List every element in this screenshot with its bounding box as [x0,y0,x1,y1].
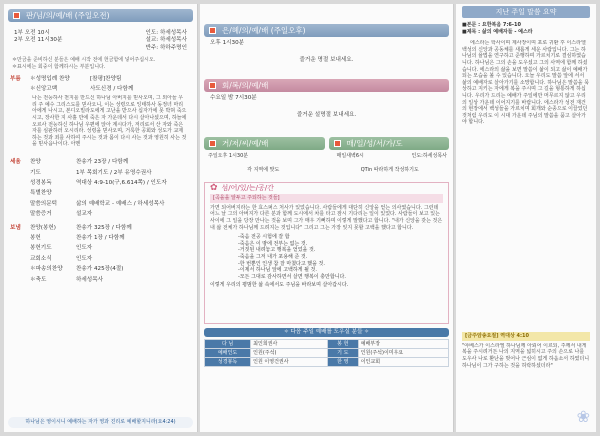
service-time: 2부 오전 11시30분 [14,37,63,44]
services-panel [200,4,454,432]
order-value: 찬송가 325장 / 다함께 [76,224,132,231]
role-label: 예배인도 [205,349,251,358]
role-value: 인원(주석) [251,349,328,358]
footer-verse: 하나님은 영이시니 예배하는 자가 영과 진리로 예배할지니라(요4:24) [8,417,193,428]
role-label: 기 도 [327,349,358,358]
order-key: ＊축도 [30,276,47,283]
order-key: 봉헌 [30,235,41,242]
essay-body: 가면 되어버지라는 한 효스퍼스 처사가 있었습니다. 사람들에게 대단히 신앙을 얻는 의사였습니다. 그런데 어느 날 그의 아버지가 다른 분과 함께 도시에서 차를 타고 잠시 기다리는 일이 있었다. 사람들이 보고 있는 사이에 그 일을 당장 만나는 것을 보며 그가 매우 기뻐하며 이렇게 말했다고 합니다. "내가 신앙을 갖는 것은 내 삶 전체가 하나님께 드려지는 것입니다" 그리고 그는 가장 잊지 못할 고백을 했다고 합니다. [210,204,443,231]
afternoon-service-header [204,24,449,37]
order-value: 역대상 4:9-10(구,6.614쪽) / 인도자 [76,180,167,187]
flower-icon: ❀ [576,407,590,426]
section-title: 세움 [10,159,21,166]
list-item: -이제서 하나님 앞에 고백하게 될 것. [238,267,317,274]
order-value: 삶의 예배학교 - 예배스 / 하세성목사 [76,200,165,207]
table-row [205,349,449,358]
memory-verse-text: "야베스가 이스라엘 하나님께 아뢰어 이르되, 주께서 내게 복을 주시려거든 나의 지역을 넓히시고 주의 손으로 나를 도우사 나로 환난을 벗어나 근심이 없게 하옵소서 하였더니 하나님이 그가 구하는 것을 허락하셨더라" [462,342,590,369]
daily-prayer-time: 매일새벽6시 [336,152,364,159]
order-key: ＊신앙고백 [30,85,58,92]
sharing-space [204,182,449,324]
sharing-space-title: 섬/어/있/는/공/간 [221,183,274,192]
section-marker-icon [13,12,20,19]
cell-service-time: 주일오후 1시30분 [208,152,249,159]
afternoon-service-title: 은/혜/의/예/배 (주일오후) [222,26,306,35]
afternoon-service-time: 오후 1시30분 [210,40,245,46]
table-row [205,340,449,349]
section-marker-icon [209,140,216,147]
daily-prayer-note: QTin 따라하게 작성하기도 [360,167,419,174]
table-row [205,358,449,367]
order-value: 찬송가 1장 / 다함께 [76,235,125,242]
section-title: 보냄 [10,224,21,231]
section-call [10,76,191,153]
order-key: 봉헌기도 [30,245,52,252]
list-item: -모든 그대로 감사하면서 살면 행복이 충만합니다. [238,273,346,280]
afternoon-service-note: 즐거운 명절 보내세요. [299,57,354,64]
sermon-summary-header: 지난 주일 말씀 요약 [462,6,590,18]
cell-service-header [204,137,325,150]
order-value: 1부 목회기도 / 2부 유영수권사 [76,169,152,176]
role-value: 최인희권사 [251,340,328,349]
wednesday-service-title: 회/복/의/예/배 [222,80,269,90]
section-title: 부름 [10,76,21,83]
section-rise [10,159,191,218]
sermon-body: 에스라는 학사이며 제사장이며 포로 귀환 후 이스라엘 백성의 신앙과 공동체를 새롭게 세운 사람입니다. 그는 하나님의 율법을 연구하고 준행하며 가르치기로 결심하였습니다. 하나님은 그의 손을 도우셨고 그의 사역에 함께 하셨습니다. 에스라의 삶을 보면 말씀이 삶이 되고 삶이 예배가 되는 모습을 볼 수 있습니다. 오늘 우리도 말씀 앞에 서서 삶의 예배자로 살아가기를 소망합니다. 하나님은 말씀을 묵상하고 지키는 자에게 복을 주시며 그 길을 형통하게 하십니다. 우리가 드리는 예배가 주일에만 머무르지 않고 우리의 일상 가운데 이어지기를 바랍니다. 에스라가 성전 재건의 현장에서 백성들을 가르치며 회개와 순종으로 이끌었던 것처럼 우리도 이 시대 가운데 주님의 말씀을 품고 살아가야 합니다. [462,40,590,126]
volunteer-header: ✧ 다음 주일 예배를 도우실 분들 ✧ [204,328,449,337]
section-send [10,225,191,284]
daily-prayer-header [329,137,450,150]
cell-service-title: 거/저/씨/예/배 [222,138,269,148]
cell-service-block [200,132,327,174]
order-key: ＊파송의찬양 [30,266,63,273]
wednesday-service-time: 수요일 밤 7시30분 [210,94,257,101]
service-leader: 설교: 하세성목사 [145,37,187,44]
role-label: 다 님 [205,340,251,349]
sermon-summary-panel [456,4,596,432]
wednesday-service-note: 즐거운 설명절 보내세요. [296,112,357,119]
order-key: 특별찬양 [30,190,52,197]
daily-prayer-leader: 인도:하세성목사 [411,152,447,159]
list-item: -죽음을 그저 내가 포용해 준 것. [238,253,308,260]
order-key: 말씀증거 [30,211,52,218]
small-groups-row [200,132,453,174]
list-item: -거짓된 내려놓고 행복을 얻었을 것. [238,247,316,254]
order-key: 말씀의문턱 [30,200,58,207]
offering-note: ＊만금을 준비하신 분들은 예배 시작 전에 헌금함에 넣어주십시오. [12,57,156,64]
order-value: 인도자 [76,245,93,252]
daily-prayer-title: 매/일/성/서/가/도 [346,138,403,148]
memory-verse-title: [금주암송요절] 역대상 4:10 [462,332,590,341]
list-item: -죽음은 이 땅에 전부는 없는 것. [238,240,308,247]
service-notes [12,57,189,70]
main-service-header [8,9,193,22]
volunteer-section [204,328,449,367]
role-value: 이인교회 [358,358,448,367]
role-label: 한 영 [327,358,358,367]
order-value: 사도신경 / 다함께 [90,85,134,92]
service-leader: 인도: 하세성목사 [145,30,187,36]
wednesday-service-header [204,79,449,92]
list-item: -한 번뿐인 인생 참 잘 마쳤다고 했을 것. [238,260,325,267]
congregation-note: ＊표시에는 회중이 함께하시는 부분입니다. [12,63,106,70]
order-key: 찬양 [30,159,41,166]
order-value: 하세성목사 [76,276,104,283]
order-key: 성경봉독 [30,180,52,187]
order-key: ＊성명입례 찬양 [30,76,70,83]
sermon-scripture: ■본문 : 요한복음 7:6-10 [462,22,521,28]
daily-prayer-block [327,132,454,174]
section-marker-icon [334,140,341,147]
worship-order-panel [4,4,198,432]
service-times [14,30,187,52]
order-value: [참평]찬양팀 [90,76,122,83]
order-value: 찬송가 425장(4절) [76,266,124,273]
essay-list [238,234,443,280]
list-item: -죽음 전공 시험에 잘 합 [238,234,290,241]
essay-closing: 이렇게 우리의 평범한 삶 속에서도 주님을 바라보며 살아갑시다. [210,282,349,289]
order-key: 기도 [30,169,41,176]
role-value: 예배부장 [358,340,448,349]
service-leader: 반주: 하하주명인 [145,44,187,51]
sermon-title: ■제목 : 삶의 예배자들 - 예스라 [462,28,533,35]
role-label: 봉 헌 [327,340,358,349]
role-value: 인원 이영건권사 [251,358,328,367]
order-value: 설교자 [76,211,93,218]
order-key: 교회소식 [30,255,52,262]
section-marker-icon [209,27,216,34]
role-label: 성경봉독 [205,358,251,367]
service-time: 1부 오전 10시 [14,30,50,36]
volunteer-table [204,339,449,367]
section-marker-icon [209,82,216,89]
cell-service-note: 각 지역에 맞도 [247,167,280,174]
role-value: 인원(주석)이미우요 [358,349,448,358]
apostles-creed: 나는 전능하사 천지를 만드신 하나님 아버지를 믿사오며, 그 외아들 우리 주 예수 그리스도를 믿사오니, 이는 성령으로 잉태하사 동정녀 마리아에게 나시고, 본디오빌라도에게 고난을 받으사 십자가에 못 박혀 죽으시고, 장사한 지 사흘 만에 죽은 자 가운데서 다시 살아나셨으며, 하늘에 오르사 전능하신 하나님 우편에 앉아 계시다가, 저리로서 산 자와 죽은 자를 심판하러 오시리라. 성령을 믿사오며, 거룩한 공회와 성도가 교제하는 것과 죄를 사하여 주시는 것과 몸이 다시 사는 것과 영원히 사는 것을 믿사옵나이다. 아멘 [32,95,187,148]
order-value: 인도자 [76,255,93,262]
flower-icon: ✿ [210,182,218,193]
main-service-title: 판/님/의/예/배 (주일오전) [26,11,110,20]
order-value: 찬송가 23장 / 다함께 [76,159,129,166]
essay-title: [곡을을 알두고 주되하는 것들] [210,194,443,203]
order-key: 찬양(봉헌) [30,224,56,231]
